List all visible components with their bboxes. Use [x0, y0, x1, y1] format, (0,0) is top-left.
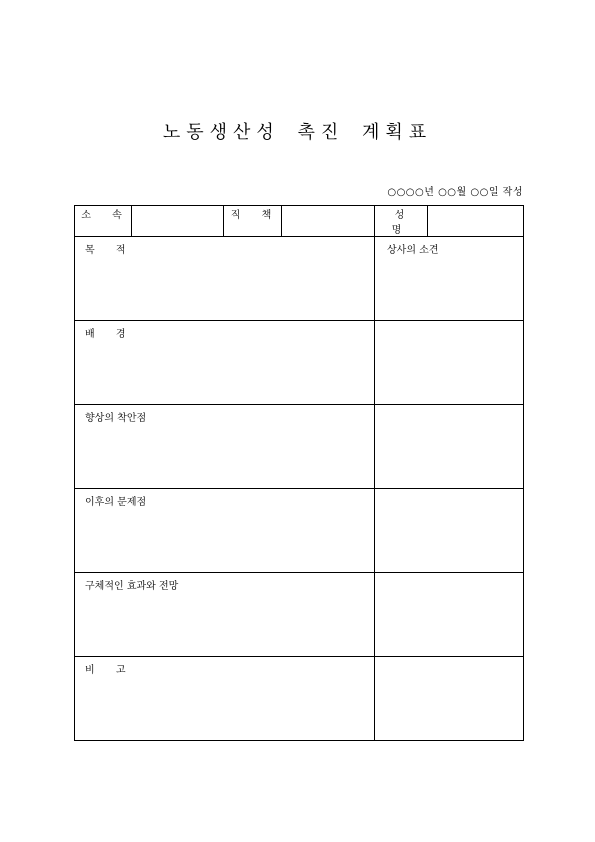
section-row-background — [75, 321, 524, 405]
remarks-label: 비 고 — [85, 665, 135, 676]
future-issues-opinion-label — [375, 489, 523, 497]
focus-points-field[interactable] — [75, 405, 375, 489]
remarks-opinion-label — [375, 657, 523, 665]
background-label: 배 경 — [85, 329, 135, 340]
future-issues-label: 이후의 문제점 — [85, 497, 147, 508]
focus-points-opinion-field[interactable] — [375, 405, 524, 489]
name-label: 성 명 — [391, 210, 414, 236]
affiliation-label: 소 속 — [81, 210, 131, 221]
effects-outlook-opinion-label — [375, 573, 523, 581]
section-row-future-issues — [75, 489, 524, 573]
date-line: ○○○○년 ○○월 ○○일 작성 — [387, 187, 523, 198]
document-title: 노동생산성 촉진 계획표 — [162, 122, 433, 143]
effects-outlook-label: 구체적인 효과와 전망 — [85, 581, 179, 592]
section-row-focus-points — [75, 405, 524, 489]
name-field[interactable] — [428, 206, 524, 237]
supervisor-opinion-field[interactable] — [375, 237, 524, 321]
focus-points-opinion-label — [375, 405, 523, 413]
section-row-effects-outlook — [75, 573, 524, 657]
section-row-remarks — [75, 657, 524, 741]
background-opinion-label — [375, 321, 523, 329]
affiliation-label-cell — [75, 206, 132, 237]
remarks-field[interactable] — [75, 657, 375, 741]
purpose-label: 목 적 — [85, 245, 135, 256]
position-label: 직 책 — [230, 210, 281, 221]
plan-form-table — [74, 205, 524, 741]
future-issues-opinion-field[interactable] — [375, 489, 524, 573]
purpose-field[interactable] — [75, 237, 375, 321]
section-row-purpose — [75, 237, 524, 321]
position-field[interactable] — [282, 206, 375, 237]
affiliation-field[interactable] — [132, 206, 224, 237]
background-opinion-field[interactable] — [375, 321, 524, 405]
focus-points-label: 향상의 착안점 — [85, 413, 147, 424]
remarks-opinion-field[interactable] — [375, 657, 524, 741]
name-label-cell — [375, 206, 428, 237]
future-issues-field[interactable] — [75, 489, 375, 573]
background-field[interactable] — [75, 321, 375, 405]
supervisor-opinion-label: 상사의 소견 — [387, 245, 439, 256]
effects-outlook-field[interactable] — [75, 573, 375, 657]
position-label-cell — [224, 206, 282, 237]
header-row — [75, 206, 524, 237]
effects-outlook-opinion-field[interactable] — [375, 573, 524, 657]
